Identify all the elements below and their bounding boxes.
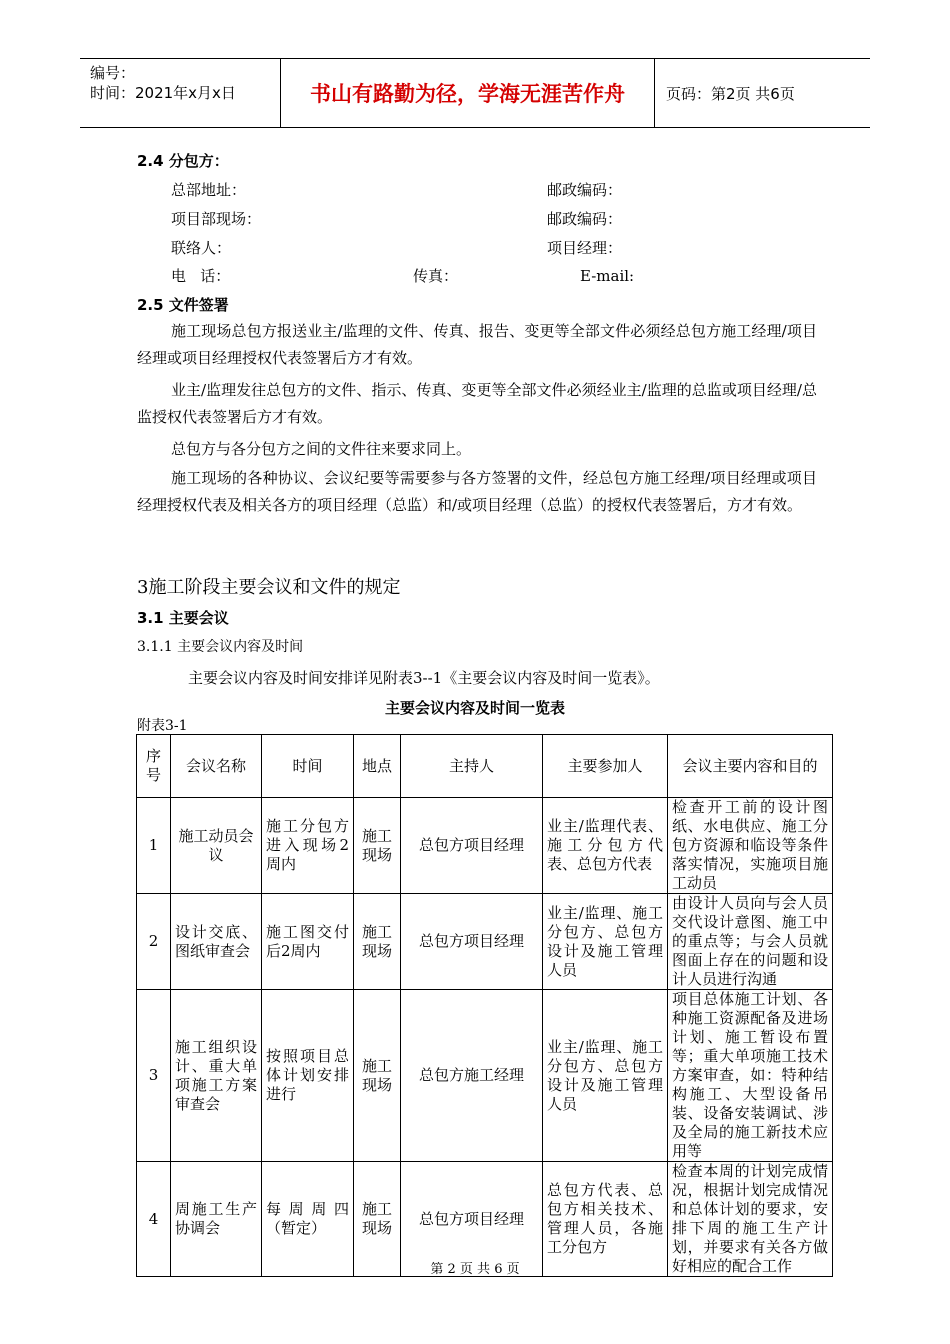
doc-time-label: 时间：2021年x月x日: [90, 84, 236, 102]
meetings-table: [136, 734, 833, 1277]
cell-host: 总包方项目经理: [401, 798, 543, 894]
table-label: 附表3-1: [137, 718, 188, 734]
page-footer: 第 2 页 共 6 页: [430, 1262, 520, 1277]
header-host: 主持人: [401, 735, 543, 798]
cell-participants: 总包方代表、总包方相关技术、管理人员，各施工分包方: [543, 1162, 668, 1277]
cell-meeting-name: 周施工生产协调会: [171, 1162, 262, 1277]
contact-label: 联络人：: [171, 239, 232, 257]
phone-label: 电 话：: [171, 267, 231, 285]
email-label: E-mail:: [580, 267, 635, 285]
doc-number-label: 编号：: [90, 64, 136, 82]
section-3-title: 3施工阶段主要会议和文件的规定: [137, 577, 401, 598]
table-row: [137, 798, 833, 894]
cell-index: 2: [137, 894, 171, 990]
table-intro: 主要会议内容及时间安排详见附表3--1《主要会议内容及时间一览表》。: [188, 669, 660, 687]
cell-location: 施工现场: [354, 798, 401, 894]
header-participants: 主要参加人: [543, 735, 668, 798]
header-meeting-name: 会议名称: [171, 735, 262, 798]
header-page-info: 页码：第2页 共6页: [666, 84, 795, 103]
cell-time: 每周周四（暂定）: [262, 1162, 354, 1277]
table-row: [137, 894, 833, 990]
cell-host: 总包方项目经理: [401, 1162, 543, 1277]
cell-participants: 业主/监理代表、施工分包方代表、总包方代表: [543, 798, 668, 894]
cell-content: 检查开工前的设计图纸、水电供应、施工分包方资源和临设等条件落实情况，实施项目施工动员: [668, 798, 833, 894]
hq-address-label: 总部地址：: [171, 181, 247, 199]
cell-time: 施工分包方进入现场2周内: [262, 798, 354, 894]
cell-index: 1: [137, 798, 171, 894]
cell-index: 4: [137, 1162, 171, 1277]
section-3-1-title: 3.1 主要会议: [137, 609, 229, 627]
header-index: 序号: [137, 735, 171, 798]
cell-content: 检查本周的计划完成情况，根据计划完成情况和总体计划的要求，安排下周的施工生产计划，并要求有关各方做好相应的配合工作: [668, 1162, 833, 1277]
paragraph-3: 总包方与各分包方之间的文件往来要求同上。: [171, 440, 472, 458]
cell-meeting-name: 施工动员会议: [171, 798, 262, 894]
section-2-5-title: 2.5 文件签署: [137, 296, 229, 314]
cell-host: 总包方施工经理: [401, 990, 543, 1162]
paragraph-2: 业主/监理发往总包方的文件、指示、传真、变更等全部文件必须经业主/监理的总监或项目经理/总监授权代表签署后方才有效。: [137, 381, 817, 426]
section-2-4-title: 2.4 分包方：: [137, 152, 229, 170]
cell-participants: 业主/监理、施工分包方、总包方设计及施工管理人员: [543, 990, 668, 1162]
paragraph-1: 施工现场总包方报送业主/监理的文件、传真、报告、变更等全部文件必须经总包方施工经理/项目经理或项目经理授权代表签署后方才有效。: [137, 322, 817, 367]
cell-host: 总包方项目经理: [401, 894, 543, 990]
cell-index: 3: [137, 990, 171, 1162]
cell-location: 施工现场: [354, 990, 401, 1162]
table-row: [137, 990, 833, 1162]
header-content: 会议主要内容和目的: [668, 735, 833, 798]
cell-time: 按照项目总体计划安排进行: [262, 990, 354, 1162]
page-header: [80, 58, 870, 128]
section-3-1-1-title: 3.1.1 主要会议内容及时间: [137, 639, 304, 655]
cell-meeting-name: 设计交底、图纸审查会: [171, 894, 262, 990]
cell-meeting-name: 施工组织设计、重大单项施工方案审查会: [171, 990, 262, 1162]
header-meta: [80, 59, 281, 127]
cell-content: 由设计人员向与会人员交代设计意图、施工中的重点等；与会人员就图面上存在的问题和设计人员进行沟通: [668, 894, 833, 990]
cell-participants: 业主/监理、施工分包方、总包方设计及施工管理人员: [543, 894, 668, 990]
postcode-label-2: 邮政编码：: [547, 210, 623, 228]
paragraph-4: 施工现场的各种协议、会议纪要等需要参与各方签署的文件，经总包方施工经理/项目经理或项目经理授权代表及相关各方的项目经理（总监）和/或项目经理（总监）的授权代表签署后，方才有效。: [137, 469, 817, 514]
cell-time: 施工图交付后2周内: [262, 894, 354, 990]
project-site-label: 项目部现场：: [171, 210, 262, 228]
cell-content: 项目总体施工计划、各种施工资源配备及进场计划、施工暂设布置等；重大单项施工技术方案审查，如：特种结构施工、大型设备吊装、设备安装调试、涉及全局的施工新技术应用等: [668, 990, 833, 1162]
fax-label: 传真：: [413, 267, 459, 285]
postcode-label-1: 邮政编码：: [547, 181, 623, 199]
cell-location: 施工现场: [354, 1162, 401, 1277]
table-title: 主要会议内容及时间一览表: [384, 699, 565, 717]
cell-location: 施工现场: [354, 894, 401, 990]
project-manager-label: 项目经理：: [547, 239, 623, 257]
header-motto: 书山有路勤为径，学海无涯苦作舟: [281, 59, 655, 127]
table-header-row: [137, 735, 833, 798]
header-location: 地点: [354, 735, 401, 798]
header-time: 时间: [262, 735, 354, 798]
